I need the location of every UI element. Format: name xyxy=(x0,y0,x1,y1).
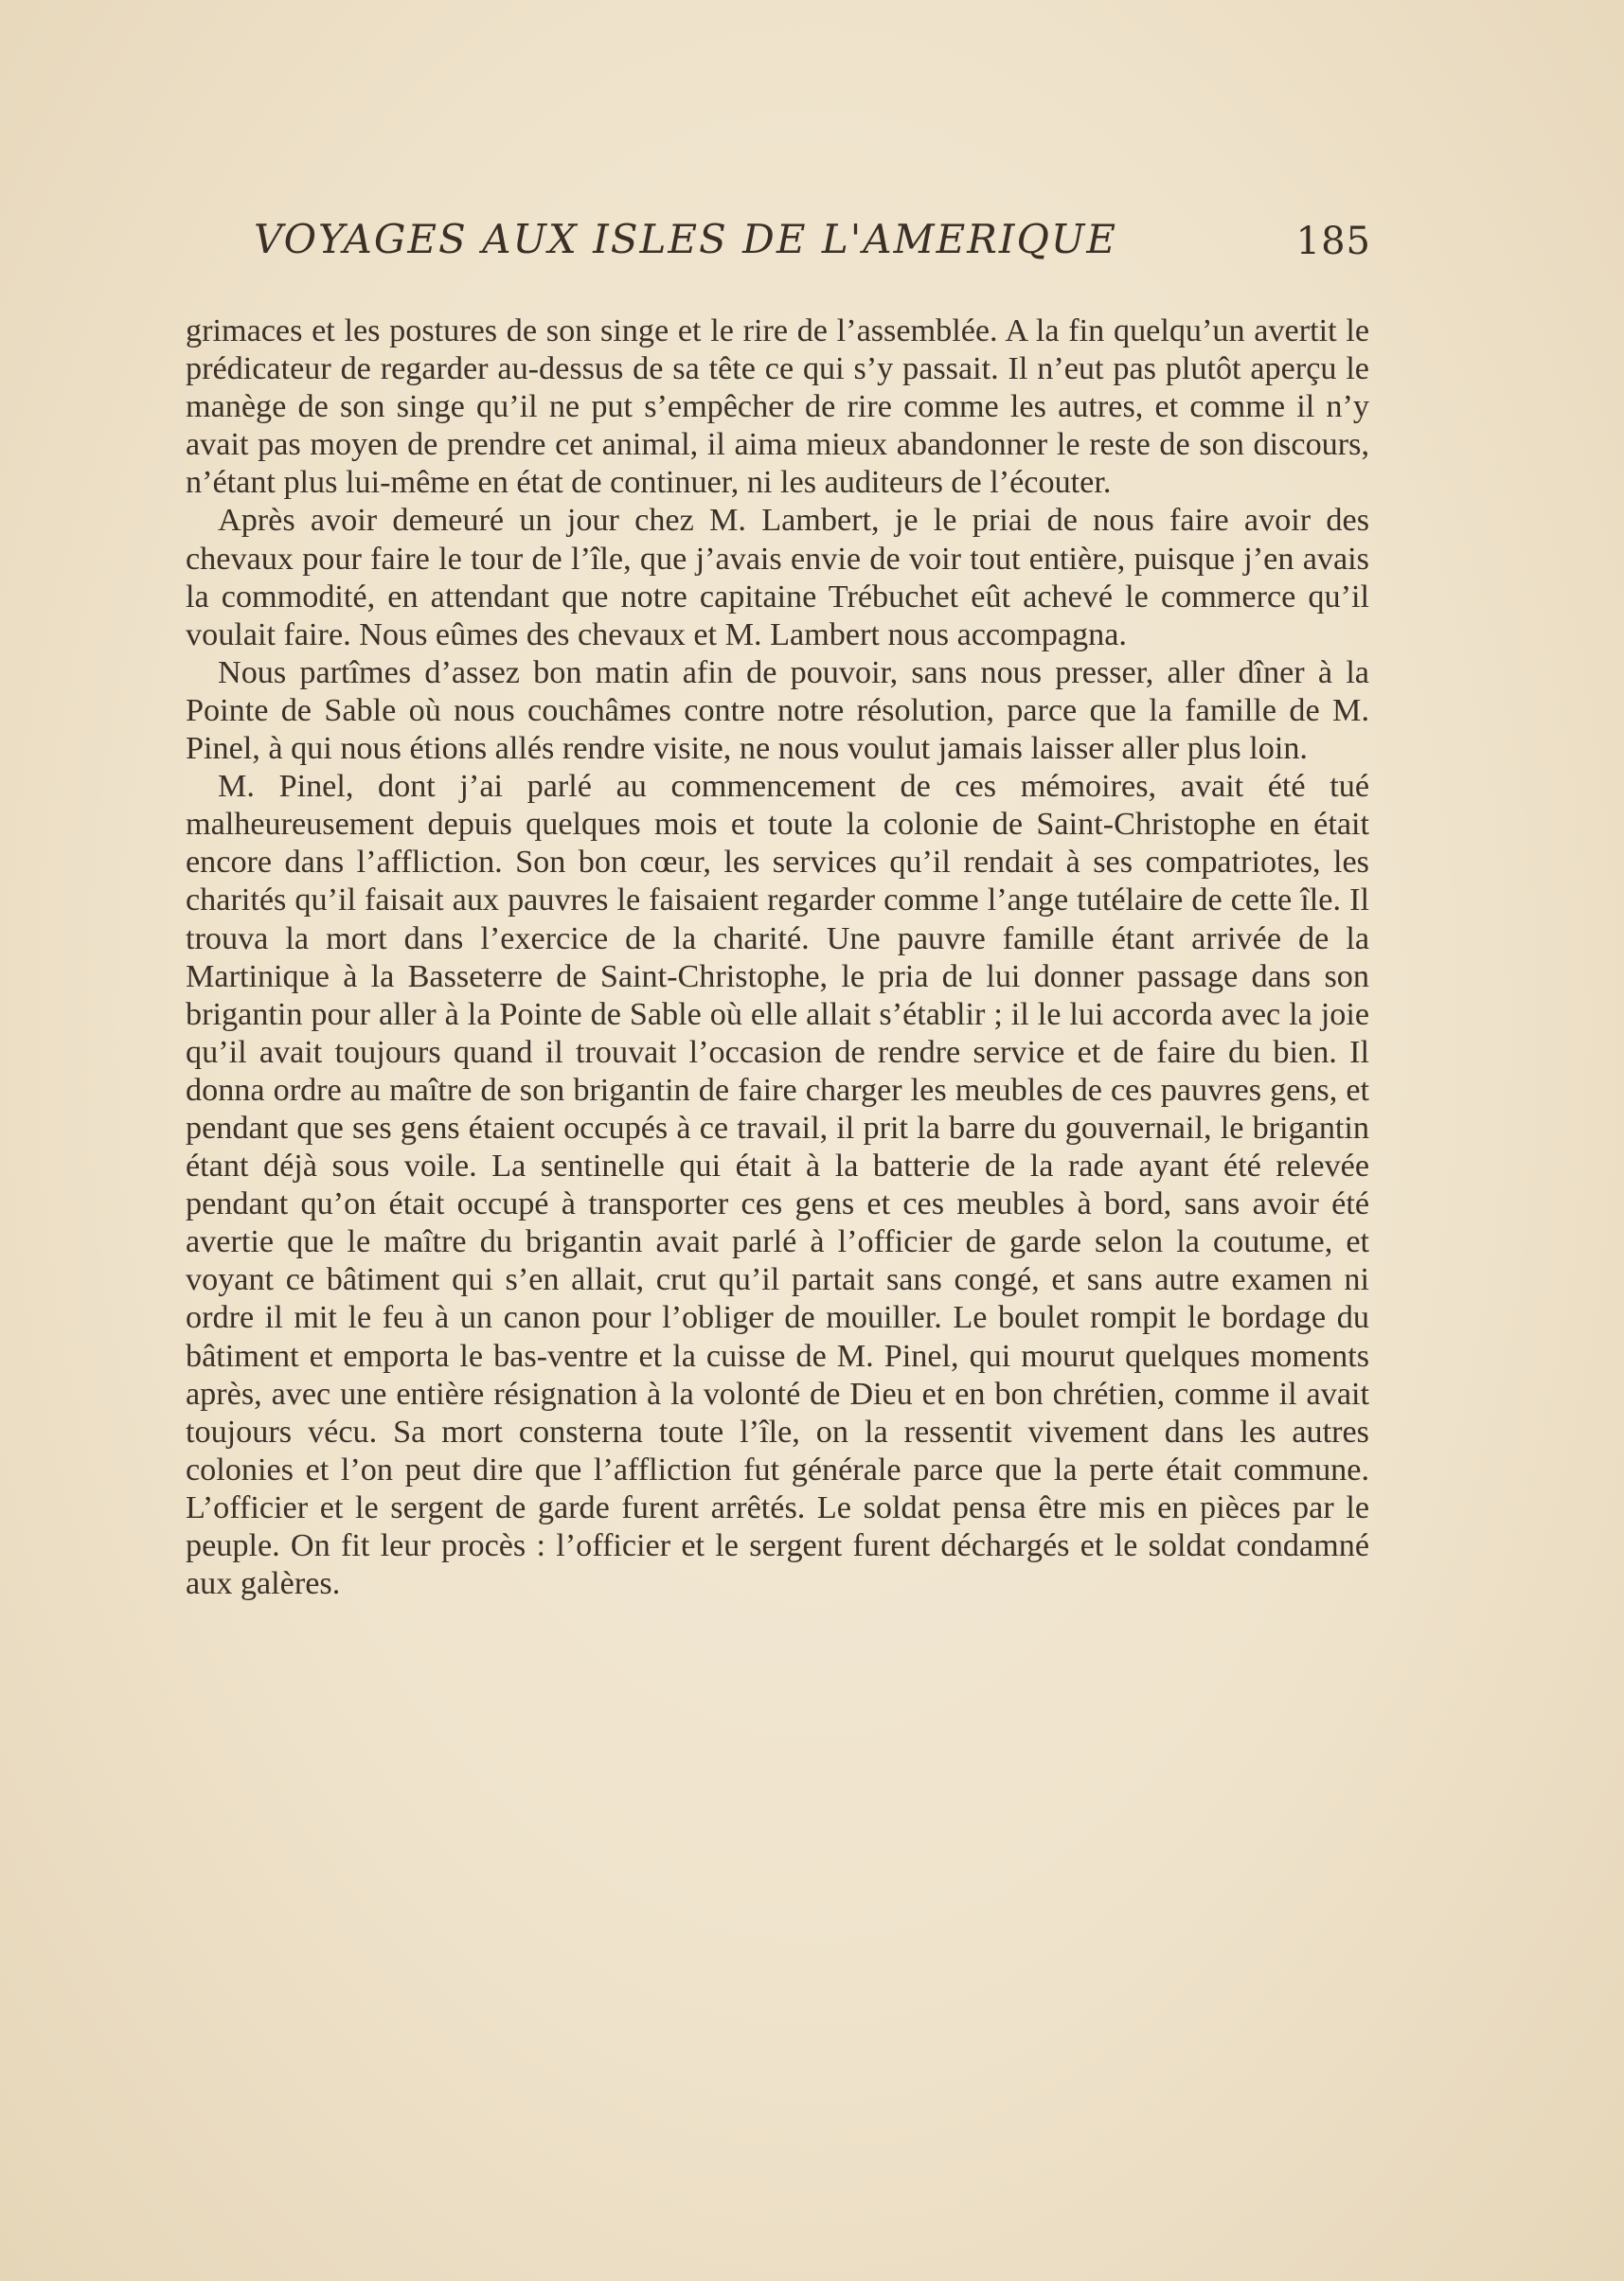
paragraph: grimaces et les postures de son singe et le rire de l’assemblée. A la fin quelqu’un avertit le prédicateur de regarder au-dessus de sa tête ce qui s’y passait. Il n’eut pas plutôt aperçu le manège de son singe qu’il ne put s’empêcher de rire comme les autres, et comme il n’y avait pas moyen de prendre cet animal, il aima mieux abandonner le reste de son discours, n’étant plus lui-même en état de continuer, ni les auditeurs de l’écouter. xyxy=(186,313,1369,501)
body-text xyxy=(186,312,1369,1603)
page-header xyxy=(254,216,1371,273)
paragraph: M. Pinel, dont j’ai parlé au commencement de ces mémoires, avait été tué malheureusement depuis quelques mois et toute la colonie de Saint-Christophe en était encore dans l’affliction. Son bon cœur, les services qu’il rendait à ses compatriotes, les charités qu’il faisait aux pauvres le faisaient regarder comme l’ange tutélaire de cette île. Il trouva la mort dans l’exercice de la charité. Une pauvre famille étant arrivée de la Martinique à la Basseterre de Saint-Christophe, le pria de lui donner passage dans son brigantin pour aller à la Pointe de Sable où elle allait s’établir ; il le lui accorda avec la joie qu’il avait toujours quand il trouvait l’occasion de rendre service et de faire du bien. Il donna ordre au maître de son brigantin de faire charger les meubles de ces pauvres gens, et pendant que ses gens étaient occupés à ce travail, il prit la barre du gouvernail, le brigantin étant déjà sous voile. La sentinelle qui était à la batterie de la rade ayant été relevée pendant qu’on était occupé à transporter ces gens et ces meubles à bord, sans avoir été avertie que le maître du brigantin avait parlé à l’officier de garde selon la coutume, et voyant ce bâtiment qui s’en allait, crut qu’il partait sans congé, et sans autre examen ni ordre il mit le feu à un canon pour l’obliger de mouiller. Le boulet rompit le bordage du bâtiment et emporta le bas-ventre et la cuisse de M. Pinel, qui mourut quelques moments après, avec une entière résignation à la volonté de Dieu et en bon chrétien, comme il avait toujours vécu. Sa mort consterna toute l’île, on la ressentit vivement dans les autres colonies et l’on peut dire que l’affliction fut générale parce que la perte était commune. L’officier et le sergent de garde furent arrêtés. Le soldat pensa être mis en pièces par le peuple. On fit leur procès : l’officier et le sergent furent déchargés et le soldat condamné aux galères. xyxy=(186,769,1369,1602)
paragraph: Après avoir demeuré un jour chez M. Lambert, je le priai de nous faire avoir des chevaux pour faire le tour de l’île, que j’avais envie de voir tout entière, puisque j’en avais la commodité, en attendant que notre capitaine Trébuchet eût achevé le commerce qu’il voulait faire. Nous eûmes des chevaux et M. Lambert nous accompagna. xyxy=(186,503,1369,652)
paragraph: Nous partîmes d’assez bon matin afin de pouvoir, sans nous presser, aller dîner à la Pointe de Sable où nous couchâmes contre notre résolution, parce que la famille de M. Pinel, à qui nous étions allés rendre visite, ne nous voulut jamais laisser aller plus loin. xyxy=(186,654,1369,767)
page-number: 185 xyxy=(1295,220,1371,263)
running-title: VOYAGES AUX ISLES DE L'AMERIQUE xyxy=(254,216,1117,262)
